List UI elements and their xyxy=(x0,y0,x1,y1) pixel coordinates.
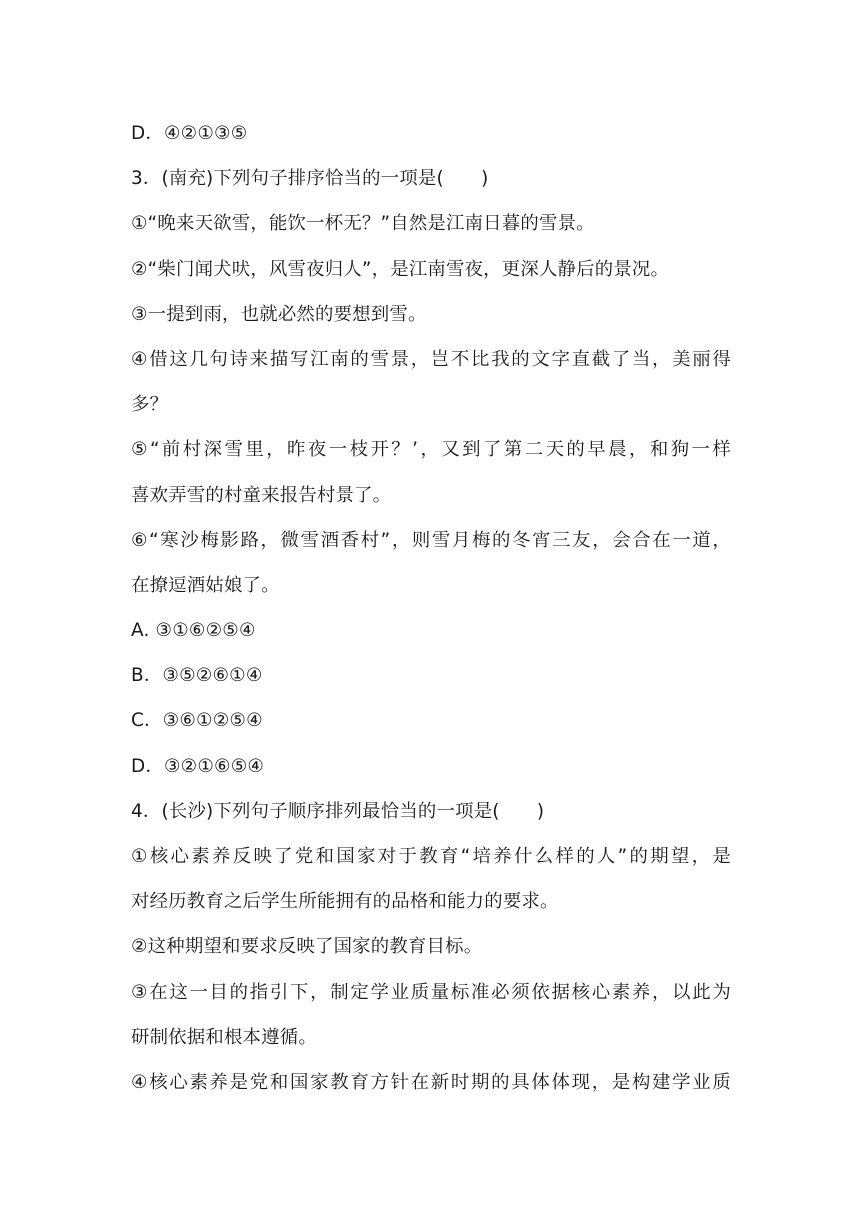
q3-option-a: A. ③①⑥②⑤④ xyxy=(131,620,256,642)
q3-option-c: C．③⑥①②⑤④ xyxy=(131,710,263,732)
q3-sentence-6-line-1: ⑥“寒沙梅影路，微雪酒香村”，则雪月梅的冬宵三友，会合在一道， xyxy=(131,529,731,551)
q3-sentence-3: ③一提到雨，也就必然的要想到雪。 xyxy=(131,303,427,325)
q3-sentence-5-line-1: ⑤“前村深雪里，昨夜一枝开？’，又到了第二天的早晨，和狗一样 xyxy=(131,439,731,461)
option-d-prev: D．④②①③⑤ xyxy=(131,123,248,144)
document-body xyxy=(131,111,731,1105)
q3-sentence-5-line-2: 喜欢弄雪的村童来报告村景了。 xyxy=(131,484,392,506)
q3-option-d: D．③②①⑥⑤④ xyxy=(131,755,265,777)
q4-sentence-1-line-1: ①核心素养反映了党和国家对于教育“培养什么样的人”的期望，是 xyxy=(131,846,731,867)
q4-sentence-3-line-1: ③在这一目的指引下，制定学业质量标准必须依据核心素养，以此为 xyxy=(131,981,731,1003)
q4-sentence-4-line-1: ④核心素养是党和国家教育方针在新时期的具体体现，是构建学业质 xyxy=(131,1071,731,1093)
q3-sentence-4-line-2: 多？ xyxy=(131,394,169,416)
q3-sentence-1: ①“晚来天欲雪，能饮一杯无？”自然是江南日暮的雪景。 xyxy=(131,213,595,235)
q4-sentence-3-line-2: 研制依据和根本遵循。 xyxy=(131,1026,317,1048)
q4-sentence-2: ②这种期望和要求反映了国家的教育目标。 xyxy=(131,936,483,958)
question-4-stem: 4．(长沙)下列句子顺序排列最恰当的一项是( ) xyxy=(131,800,545,822)
question-3-stem: 3．(南充)下列句子排序恰当的一项是( ) xyxy=(131,168,489,190)
q4-sentence-1-line-2: 对经历教育之后学生所能拥有的品格和能力的要求。 xyxy=(131,891,559,913)
q3-sentence-4-line-1: ④借这几句诗来描写江南的雪景，岂不比我的文字直截了当，美丽得 xyxy=(131,348,731,370)
q3-sentence-2: ②“柴门闻犬吠，风雪夜归人”，是江南雪夜，更深人静后的景况。 xyxy=(131,258,670,280)
q3-sentence-6-line-2: 在撩逗酒姑娘了。 xyxy=(131,574,280,596)
q3-option-b: B．③⑤②⑥①④ xyxy=(131,665,263,687)
